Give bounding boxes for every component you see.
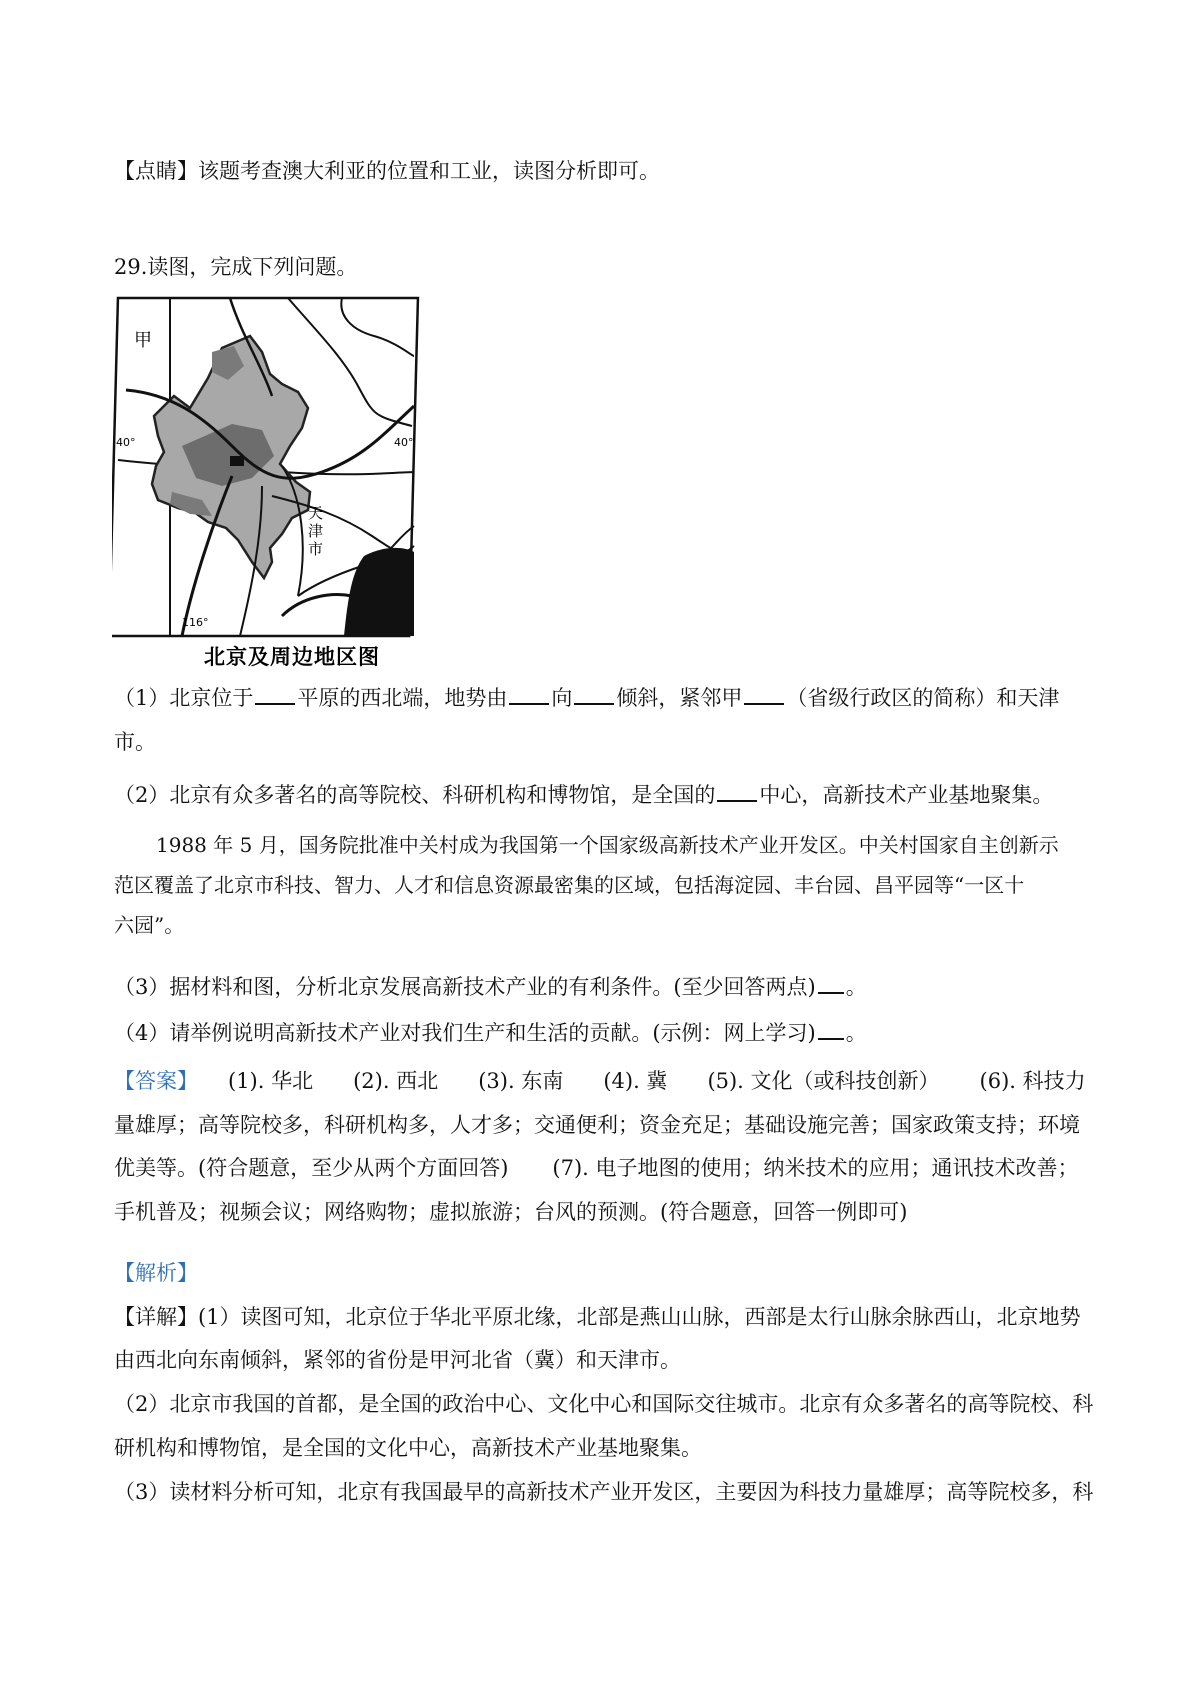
answer-5: (5). 文化（或科技创新） [707, 1069, 940, 1093]
answer-line-3 [114, 1147, 1099, 1191]
question-2 [114, 774, 1099, 818]
answer-4: (4). 冀 [603, 1069, 668, 1093]
dianjing-line [114, 158, 1094, 185]
dianjing-tag: 【点睛】 [114, 159, 198, 183]
answer-2: (2). 西北 [353, 1069, 439, 1093]
answer-line-4: 手机普及；视频会议；网络购物；虚拟旅游；台风的预测。(符合题意，回答一例即可) [114, 1200, 908, 1225]
question-3 [114, 966, 1099, 1010]
material-line-3: 六园”。 [114, 913, 185, 937]
q2-text-a: （2）北京有众多著名的高等院校、科研机构和博物馆，是全国的 [114, 783, 716, 807]
q1-text-b: 平原的西北端，地势由 [297, 686, 508, 710]
question-title: 29.读图，完成下列问题。 [114, 255, 358, 279]
q1-text-e: （省级行政区的简称）和天津 [786, 686, 1060, 710]
q1-text-f: 市。 [114, 729, 156, 754]
answer-6-end: 优美等。(符合题意，至少从两个方面回答) [114, 1156, 509, 1181]
dianjing-text: 该题考查澳大利亚的位置和工业，读图分析即可。 [198, 159, 660, 183]
material-line-1: 1988 年 5 月，国务院批准中关村成为我国第一个国家级高新技术产业开发区。中关村国家自主创新示 [156, 833, 1059, 857]
answer-blank-2[interactable] [509, 687, 549, 705]
q4-text: （4）请举例说明高新技术产业对我们生产和生活的贡献。(示例：网上学习) [114, 1021, 816, 1045]
label-tianjin: 天 津 市 [308, 504, 324, 558]
answer-blank-5[interactable] [717, 784, 757, 802]
answer-blank-7[interactable] [818, 1022, 844, 1040]
answer-6-start: (6). 科技力 [979, 1069, 1086, 1093]
q1-text-d: 倾斜，紧邻甲 [616, 686, 743, 710]
question-1 [114, 677, 1099, 764]
beijing-region-map [112, 296, 442, 676]
analysis-line-1 [114, 1296, 1099, 1340]
answer-block [114, 1060, 1099, 1235]
analysis-line-2: 由西北向东南倾斜，紧邻的省份是甲河北省（冀）和天津市。 [114, 1348, 681, 1373]
question-4 [114, 1012, 1099, 1056]
answer-3: (3). 东南 [478, 1069, 564, 1093]
label-lat-right: 40° [394, 436, 414, 449]
map-caption: 北京及周边地区图 [204, 645, 380, 669]
analysis-line-4: 研机构和博物馆，是全国的文化中心，高新技术产业基地聚集。 [114, 1435, 702, 1460]
label-lon: 116° [182, 616, 209, 629]
answer-7: (7). 电子地图的使用；纳米技术的应用；通讯技术改善； [552, 1156, 1079, 1181]
material-line-2: 范区覆盖了北京市科技、智力、人才和信息资源最密集的区域，包括海淀园、丰台园、昌平园等“一区十 [114, 873, 1025, 897]
answer-1: (1). 华北 [228, 1069, 314, 1093]
beijing-city-marker [230, 456, 244, 466]
analysis-block [114, 1252, 1099, 1514]
analysis-p1a: (1）读图可知，北京位于华北平原北缘，北部是燕山山脉，西部是太行山脉余脉西山，北京地势 [198, 1304, 1081, 1329]
q3-end: 。 [845, 975, 867, 999]
analysis-line-3: （2）北京市我国的首都，是全国的政治中心、文化中心和国际交往城市。北京有众多著名的高等院校、科 [114, 1392, 1094, 1417]
answer-blank-3[interactable] [574, 687, 614, 705]
label-lat-left: 40° [116, 436, 136, 449]
q1-text-a: （1）北京位于 [114, 686, 254, 710]
answer-tag: 【答案】 [114, 1069, 198, 1093]
q3-text: （3）据材料和图，分析北京发展高新技术产业的有利条件。(至少回答两点) [114, 975, 816, 999]
analysis-tag: 【解析】 [114, 1261, 198, 1285]
answer-blank-4[interactable] [744, 687, 784, 705]
q1-text-c: 向 [551, 686, 573, 710]
detail-tag: 【详解】 [114, 1304, 198, 1329]
q2-text-b: 中心，高新技术产业基地聚集。 [759, 783, 1054, 807]
analysis-line-5: （3）读材料分析可知，北京有我国最早的高新技术产业开发区，主要因为科技力量雄厚；高等院校多，科 [114, 1479, 1094, 1504]
q4-end: 。 [845, 1021, 867, 1045]
label-jia: 甲 [134, 330, 152, 351]
answer-blank-6[interactable] [818, 976, 844, 994]
answer-line-2: 量雄厚；高等院校多，科研机构多，人才多；交通便利；资金充足；基础设施完善；国家政策支持；环境 [114, 1112, 1080, 1137]
material-passage [114, 825, 1099, 945]
answer-line-1 [114, 1060, 1099, 1104]
answer-blank-1[interactable] [255, 687, 295, 705]
